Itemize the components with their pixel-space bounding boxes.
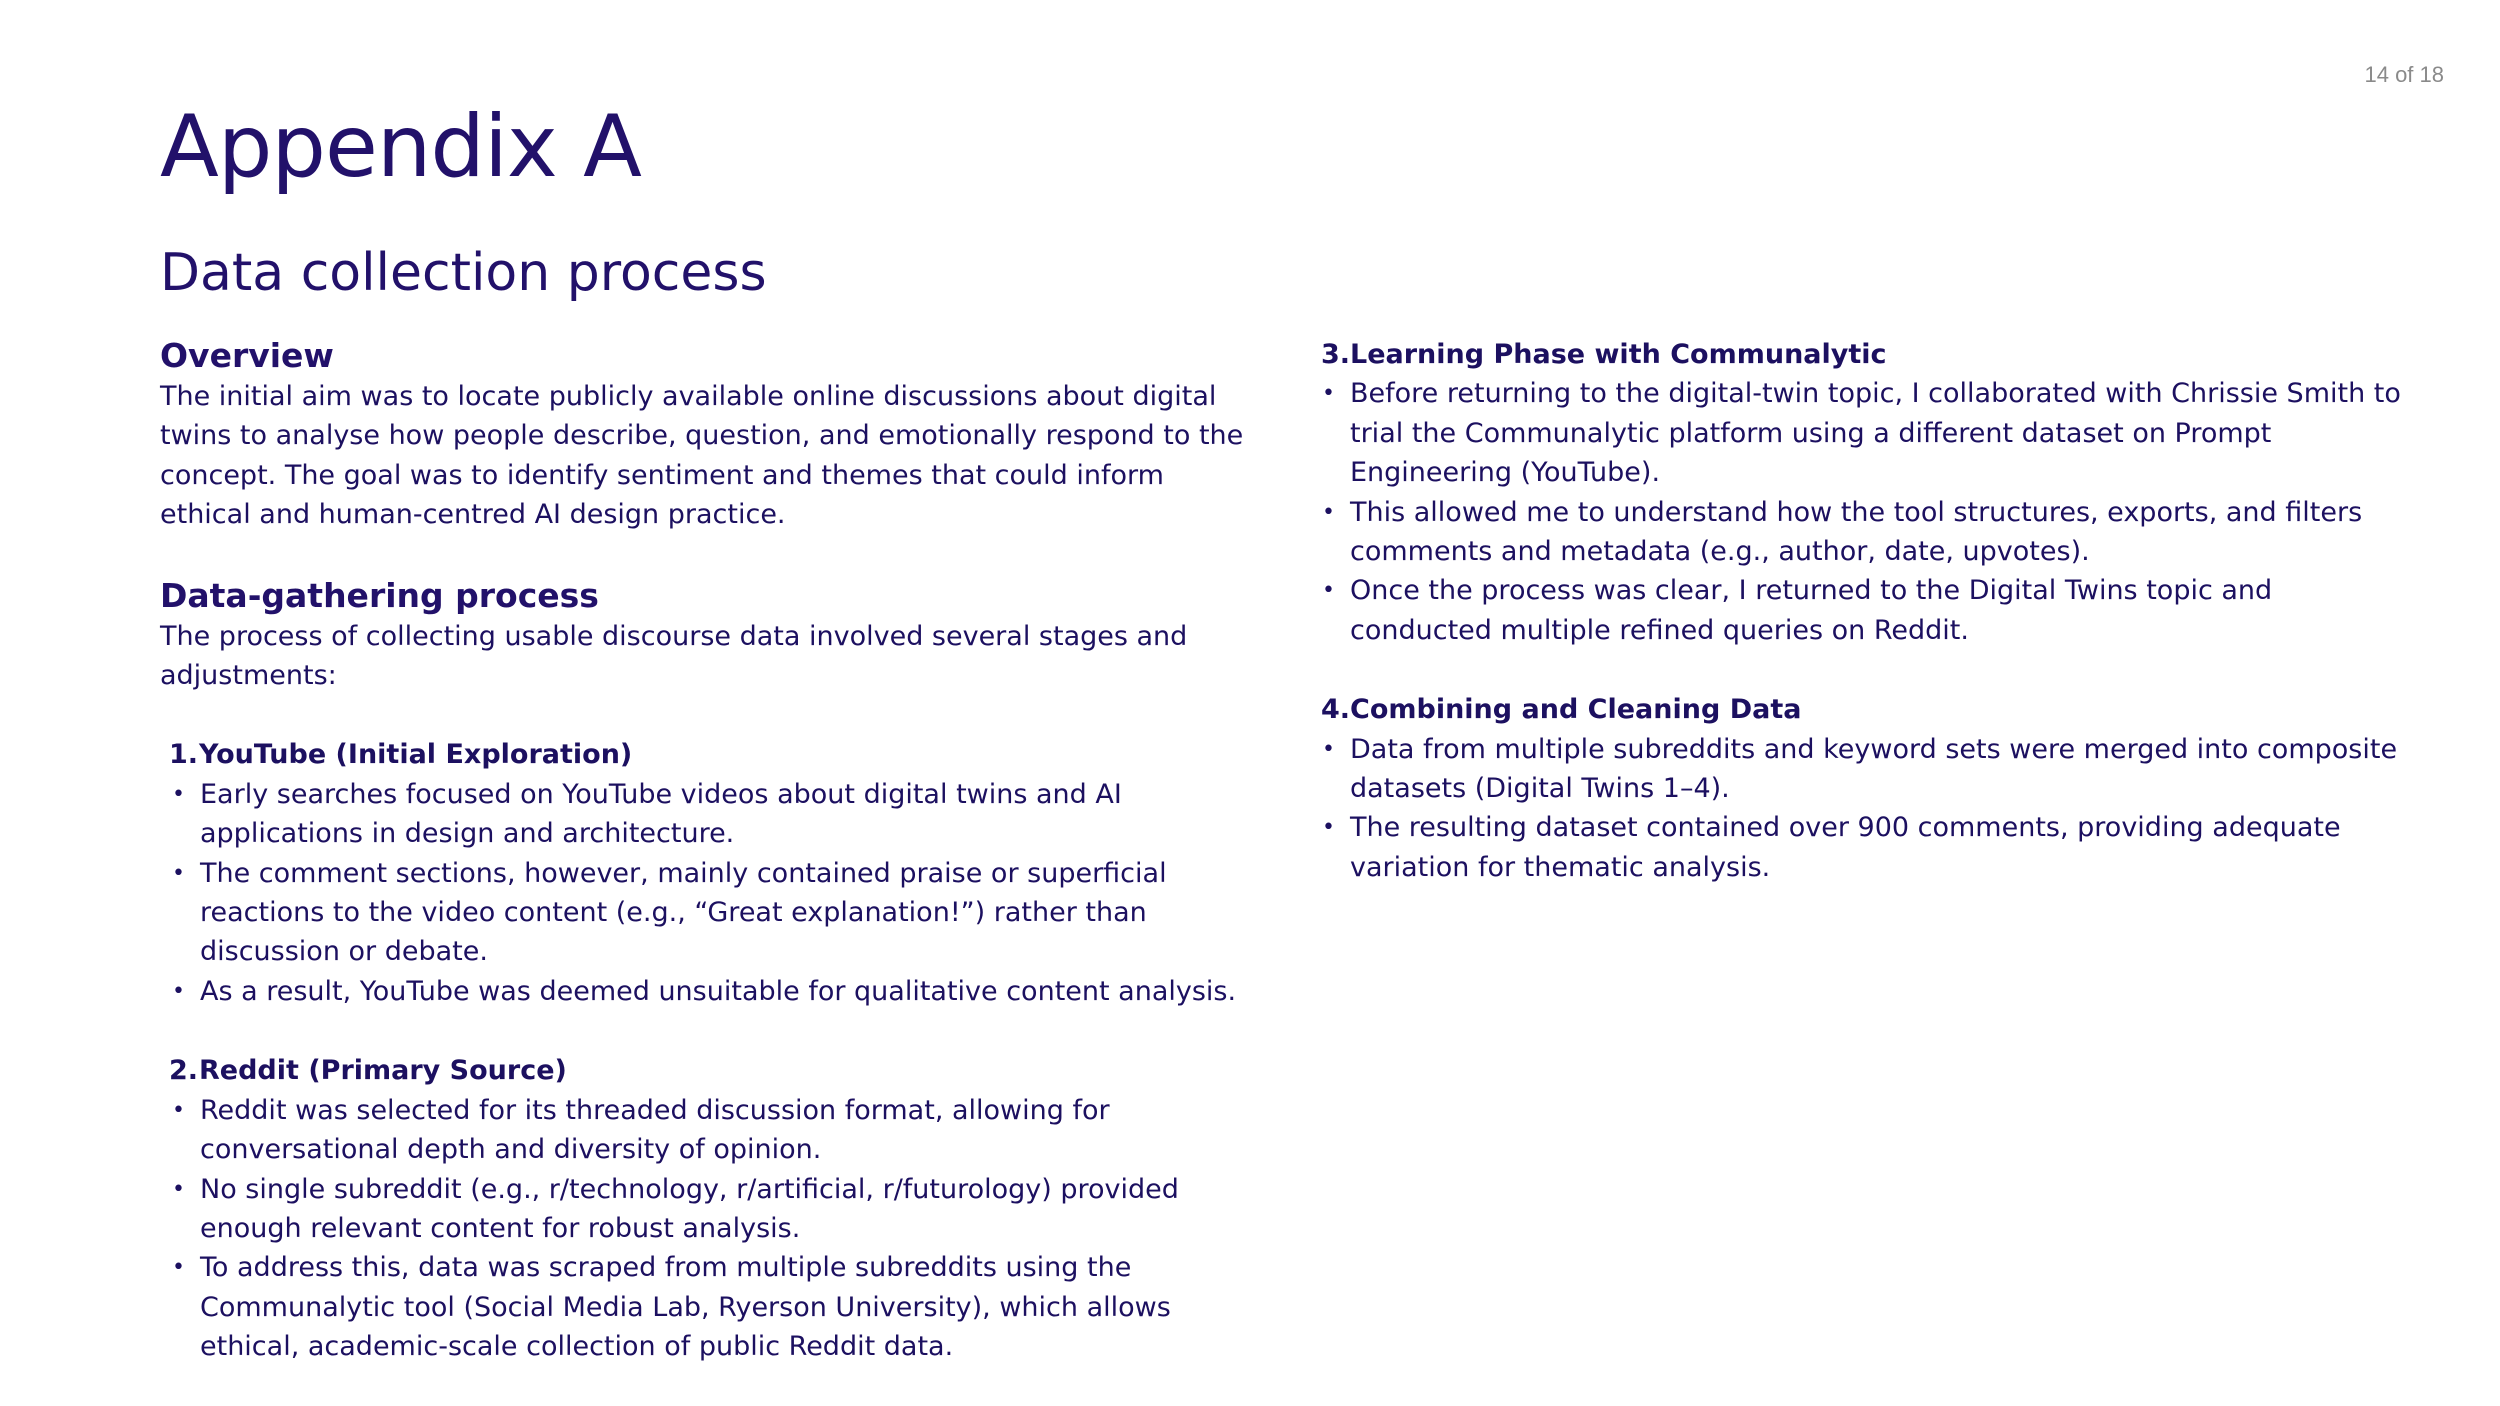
stage-title: Learning Phase with Communalytic — [1350, 339, 1887, 370]
bullet-icon: • — [172, 860, 185, 886]
stage-heading — [1310, 690, 2410, 729]
bullet-icon: • — [1322, 815, 1335, 841]
stages-list-left — [160, 735, 1260, 1366]
right-column — [1310, 335, 2410, 887]
list-item: • Reddit was selected for its threaded discussion format, allowing for conversational depth and diversity of opinion. — [160, 1091, 1260, 1170]
stage-heading — [160, 735, 1260, 774]
stage-heading — [160, 1051, 1260, 1090]
stage-number: 3. — [1320, 339, 1350, 370]
overview-text: The initial aim was to locate publicly available online discussions about digital twins to analyse how people describe, question, and emotionally respond to the concept. The goal was to identify sentiment and themes that could inform ethical and human-centred AI design practice. — [160, 381, 1244, 531]
bullet-icon: • — [172, 978, 185, 1004]
stage-1 — [160, 735, 1260, 1011]
bullet-list — [1310, 374, 2410, 650]
list-item: • Early searches focused on YouTube videos about digital twins and AI applications in design and architecture. — [160, 775, 1260, 854]
bullet-list — [160, 775, 1260, 1011]
list-item: • The comment sections, however, mainly contained praise or superficial reactions to the video content (e.g., “Great explanation!”) rather than discussion or debate. — [160, 854, 1260, 972]
bullet-icon: • — [172, 1176, 185, 1202]
stage-number: 2. — [168, 1055, 198, 1087]
overview-heading: Overview — [160, 336, 334, 375]
bullet-icon: • — [1322, 381, 1335, 407]
stage-title: Reddit (Primary Source) — [199, 1055, 567, 1087]
left-column — [160, 335, 1260, 1367]
section-subtitle: Data collection process — [160, 243, 767, 303]
list-item: • As a result, YouTube was deemed unsuitable for qualitative content analysis. — [160, 972, 1260, 1011]
list-item: • This allowed me to understand how the tool structures, exports, and filters comments and metadata (e.g., author, date, upvotes). — [1310, 493, 2410, 572]
bullet-icon: • — [172, 1255, 185, 1281]
bullet-list — [160, 1091, 1260, 1367]
bullet-list — [1310, 730, 2410, 888]
stage-4 — [1310, 690, 2410, 887]
list-item: • Before returning to the digital-twin topic, I collaborated with Chrissie Smith to trial the Communalytic platform using a different dataset on Prompt Engineering (YouTube). — [1310, 374, 2410, 492]
page-title: Appendix A — [160, 97, 641, 197]
bullet-icon: • — [1322, 499, 1335, 525]
data-gathering-heading: Data-gathering process — [160, 575, 599, 615]
stage-2 — [160, 1051, 1260, 1366]
stage-3 — [1310, 335, 2410, 650]
stage-title: Combining and Cleaning Data — [1350, 694, 1802, 726]
list-item: • Once the process was clear, I returned to the Digital Twins topic and conducted multiple refined queries on Reddit. — [1310, 571, 2410, 650]
list-item: • Data from multiple subreddits and keyword sets were merged into composite datasets (Digital Twins 1–4). — [1310, 730, 2410, 809]
bullet-icon: • — [1322, 736, 1335, 762]
stage-number: 1. — [168, 739, 198, 771]
data-gathering-text: The process of collecting usable discourse data involved several stages and adjustments: — [160, 620, 1188, 692]
list-item: • The resulting dataset contained over 900 comments, providing adequate variation for thematic analysis. — [1310, 808, 2410, 887]
stage-heading — [1310, 335, 2410, 374]
list-item: • No single subreddit (e.g., r/technology, r/artificial, r/futurology) provided enough relevant content for robust analysis. — [160, 1170, 1260, 1249]
stage-number: 4. — [1320, 694, 1350, 726]
page-indicator: 14 of 18 — [2364, 62, 2444, 87]
list-item: • To address this, data was scraped from multiple subreddits using the Communalytic tool (Social Media Lab, Ryerson University), which allows ethical, academic-scale collection of public Reddit data. — [160, 1248, 1260, 1366]
bullet-icon: • — [172, 781, 185, 807]
stage-title: YouTube (Initial Exploration) — [199, 739, 633, 771]
bullet-icon: • — [172, 1097, 185, 1123]
bullet-icon: • — [1322, 578, 1335, 604]
